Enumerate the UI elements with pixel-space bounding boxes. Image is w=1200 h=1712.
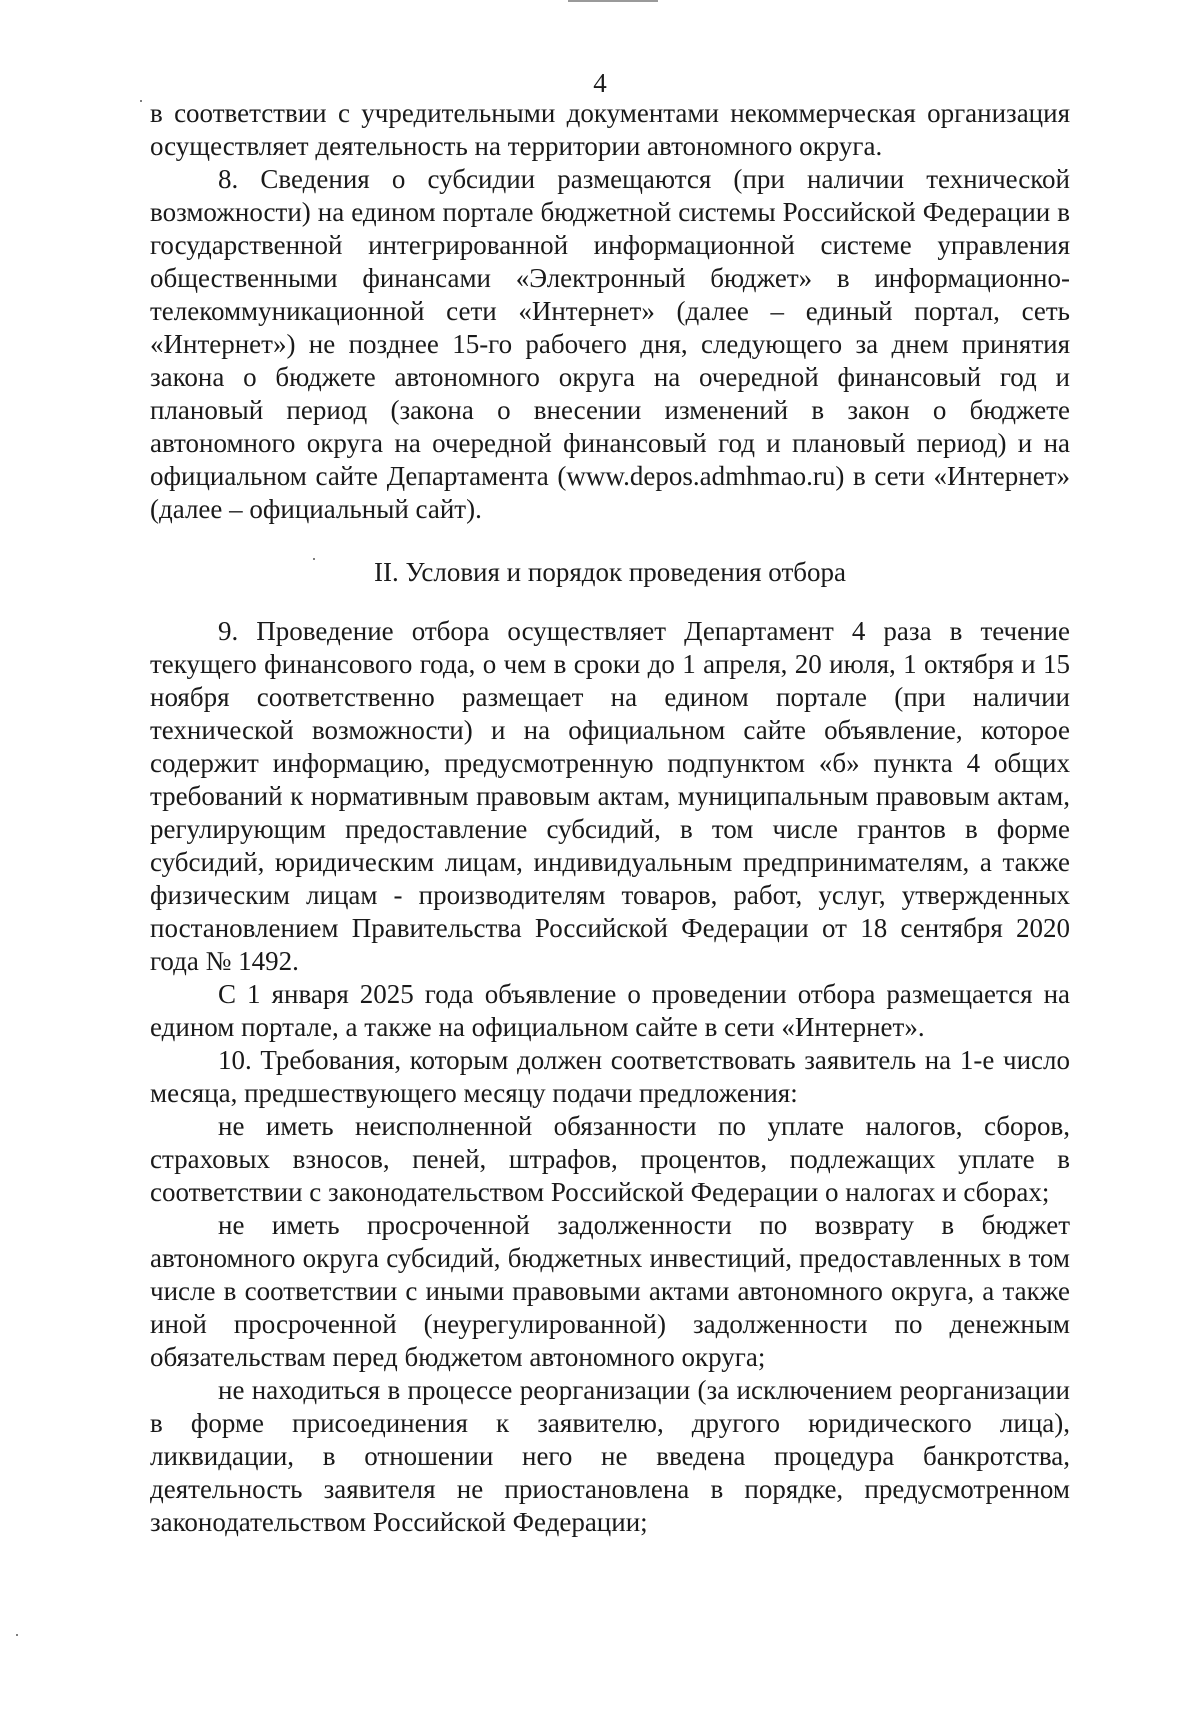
scan-speck [140, 100, 142, 102]
scan-speck [313, 558, 315, 560]
paragraph: С 1 января 2025 года объявление о проведении отбора размещается на едином портале, а также на официальном сайте в сети «Интернет». [150, 979, 1070, 1042]
page-number: 4 [593, 68, 607, 98]
paragraph: не иметь просроченной задолженности по возврату в бюджет автономного округа субсидий, бюджетных инвестиций, предоставленных в том числе в соответствии с иными правовыми актами автономного округа, а также иной просроченной (неурегулированной) задолженности по денежным обязательствам перед бюджетом автономного округа; [150, 1210, 1070, 1372]
paragraph: не находиться в процессе реорганизации (за исключением реорганизации в форме присоединения к заявителю, другого юридического лица), ликвидации, в отношении него не введена процедура банкротства, деятельность заявителя не приостановлена в порядке, предусмотренном законодательством Российской Федерации; [150, 1375, 1070, 1537]
paragraph: 8. Сведения о субсидии размещаются (при наличии технической возможности) на едином портале бюджетной системы Российской Федерации в государственной интегрированной информационной системе управления общественными финансами «Электронный бюджет» в информационно-телекоммуникационной сети «Интернет» (далее – единый портал, сеть «Интернет») не позднее 15-го рабочего дня, следующего за днем принятия закона о бюджете автономного округа на очередной финансовый год и плановый период (закона о внесении изменений в закон о бюджете автономного округа на очередной финансовый год и плановый период) и на официальном сайте Департамента (www.depos.admhmao.ru) в сети «Интернет» (далее – официальный сайт). [150, 164, 1070, 524]
section-heading: II. Условия и порядок проведения отбора [374, 557, 846, 587]
text-block-section-2 [150, 615, 1070, 1539]
text-block-before-section [150, 97, 1070, 526]
paragraph: в соответствии с учредительными документами некоммерческая организация осуществляет деятельность на территории автономного округа. [150, 98, 1070, 161]
paragraph: 9. Проведение отбора осуществляет Департамент 4 раза в течение текущего финансового года, о чем в сроки до 1 апреля, 20 июля, 1 октября и 15 ноября соответственно размещает на едином портале (при наличии технической возможности) и на официальном сайте объявление, которое содержит информацию, предусмотренную подпунктом «б» пункта 4 общих требований к нормативным правовым актам, муниципальным правовым актам, регулирующим предоставление субсидий, в том числе грантов в форме субсидий, юридическим лицам, индивидуальным предпринимателям, а также физическим лицам - производителям товаров, работ, услуг, утвержденных постановлением Правительства Российской Федерации от 18 сентября 2020 года № 1492. [150, 616, 1070, 976]
paragraph: не иметь неисполненной обязанности по уплате налогов, сборов, страховых взносов, пеней, штрафов, процентов, подлежащих уплате в соответствии с законодательством Российской Федерации о налогах и сборах; [150, 1111, 1070, 1207]
scan-edge-mark [568, 0, 658, 2]
paragraph: 10. Требования, которым должен соответствовать заявитель на 1-е число месяца, предшествующего месяцу подачи предложения: [150, 1045, 1070, 1108]
scan-speck [16, 1634, 18, 1636]
